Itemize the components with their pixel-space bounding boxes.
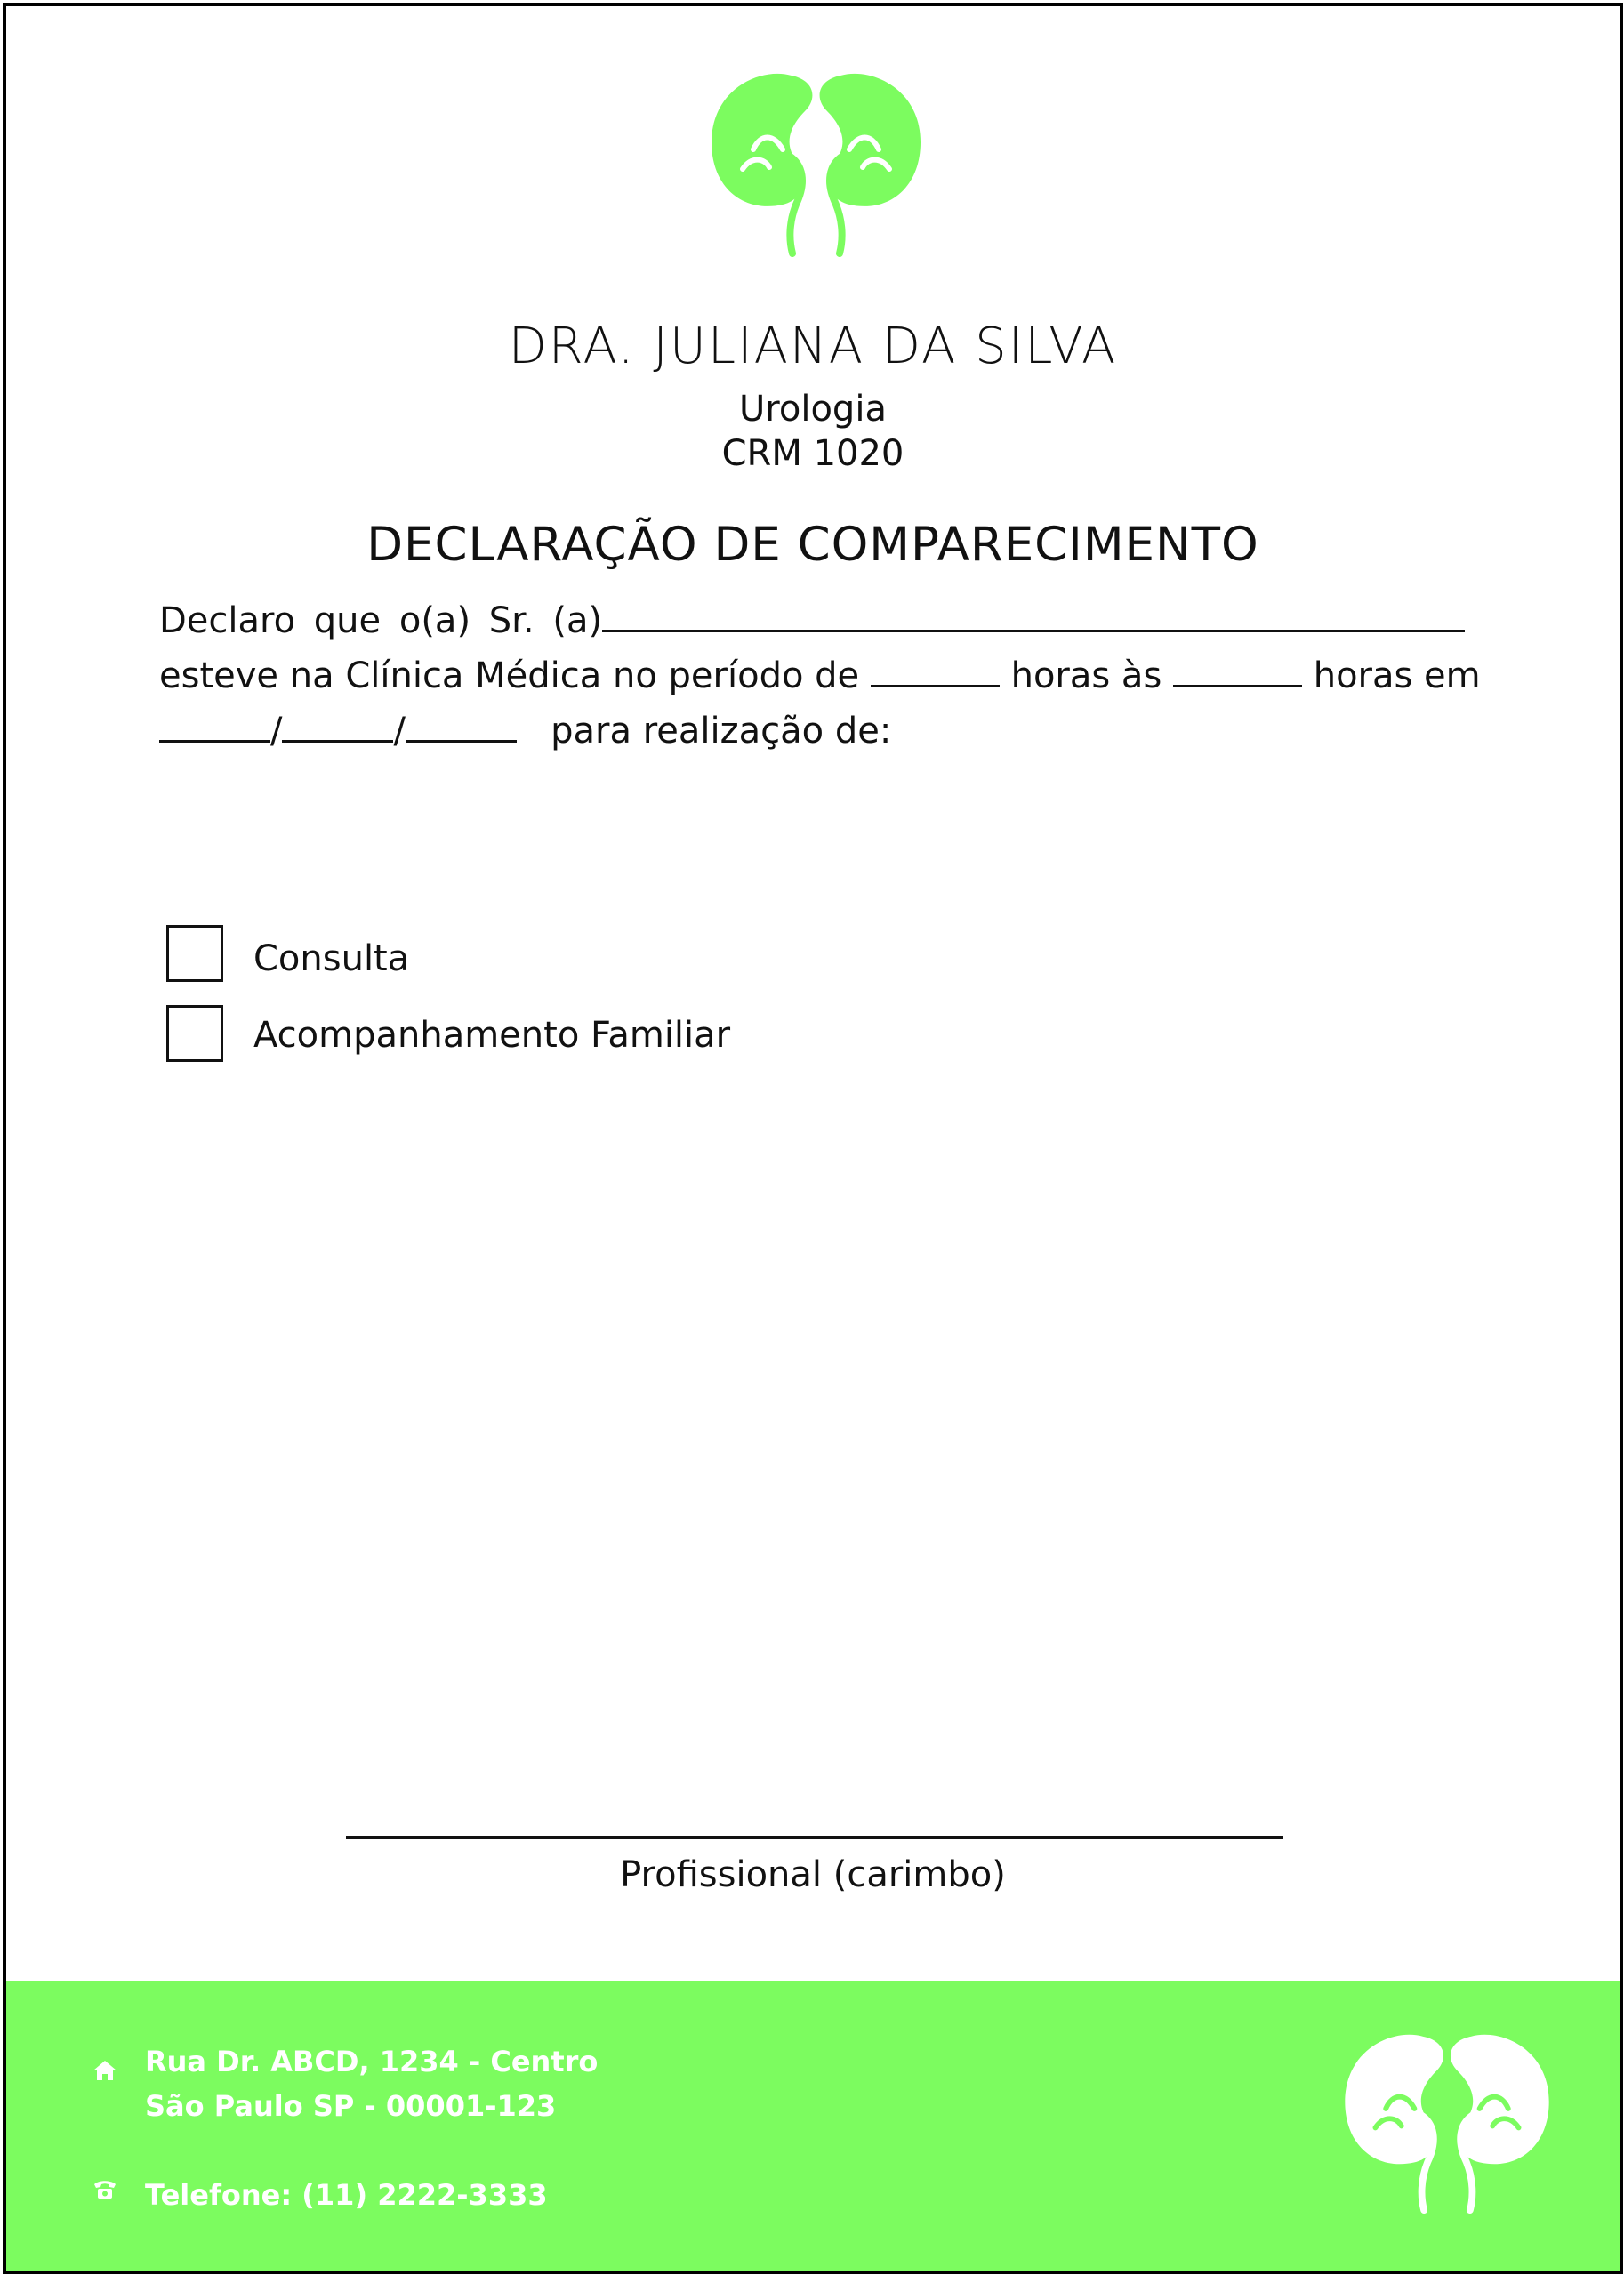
- declaration-line-3: [159, 711, 891, 752]
- address-line-1: Rua Dr. ABCD, 1234 - Centro: [145, 2045, 599, 2078]
- home-icon: [92, 2057, 118, 2084]
- month-blank[interactable]: [282, 713, 393, 743]
- document-page: [3, 3, 1623, 2274]
- specialty: Urologia: [739, 389, 887, 430]
- period-text: esteve na Clínica Médica no período de: [159, 655, 860, 696]
- consulta-checkbox[interactable]: [166, 925, 223, 982]
- hours-on-text: horas em: [1313, 655, 1481, 696]
- day-blank[interactable]: [159, 713, 270, 743]
- doctor-name: DRA. JULIANA DA SILVA: [508, 318, 1118, 375]
- acompanhamento-label: Acompanhamento Familiar: [253, 1015, 731, 1056]
- footer-bar: [6, 1981, 1620, 2274]
- start-hour-blank[interactable]: [871, 658, 1000, 687]
- end-hour-blank[interactable]: [1173, 658, 1302, 687]
- purpose-text: para realização de:: [551, 711, 892, 752]
- crm-number: CRM 1020: [721, 433, 904, 474]
- phone-number: Telefone: (11) 2222-3333: [145, 2178, 548, 2212]
- document-title: DECLARAÇÃO DE COMPARECIMENTO: [366, 518, 1259, 572]
- acompanhamento-checkbox[interactable]: [166, 1005, 223, 1062]
- signature-line: [346, 1836, 1283, 1839]
- date-separator: /: [393, 711, 406, 752]
- telephone-icon: [92, 2176, 118, 2203]
- date-separator: /: [270, 711, 283, 752]
- declaration-prefix: Declaro que o(a) Sr. (a): [159, 600, 603, 641]
- hours-to-text: horas às: [1010, 655, 1162, 696]
- address-line-2: São Paulo SP - 00001-123: [145, 2089, 557, 2123]
- declaration-line-2: [159, 655, 1481, 696]
- declaration-line-1: [159, 600, 1465, 641]
- patient-name-blank[interactable]: [602, 603, 1465, 632]
- signature-label: Profissional (carimbo): [620, 1854, 1006, 1895]
- year-blank[interactable]: [406, 713, 517, 743]
- consulta-label: Consulta: [253, 938, 410, 979]
- kidneys-icon: [707, 71, 925, 258]
- kidneys-icon: [1340, 2032, 1554, 2215]
